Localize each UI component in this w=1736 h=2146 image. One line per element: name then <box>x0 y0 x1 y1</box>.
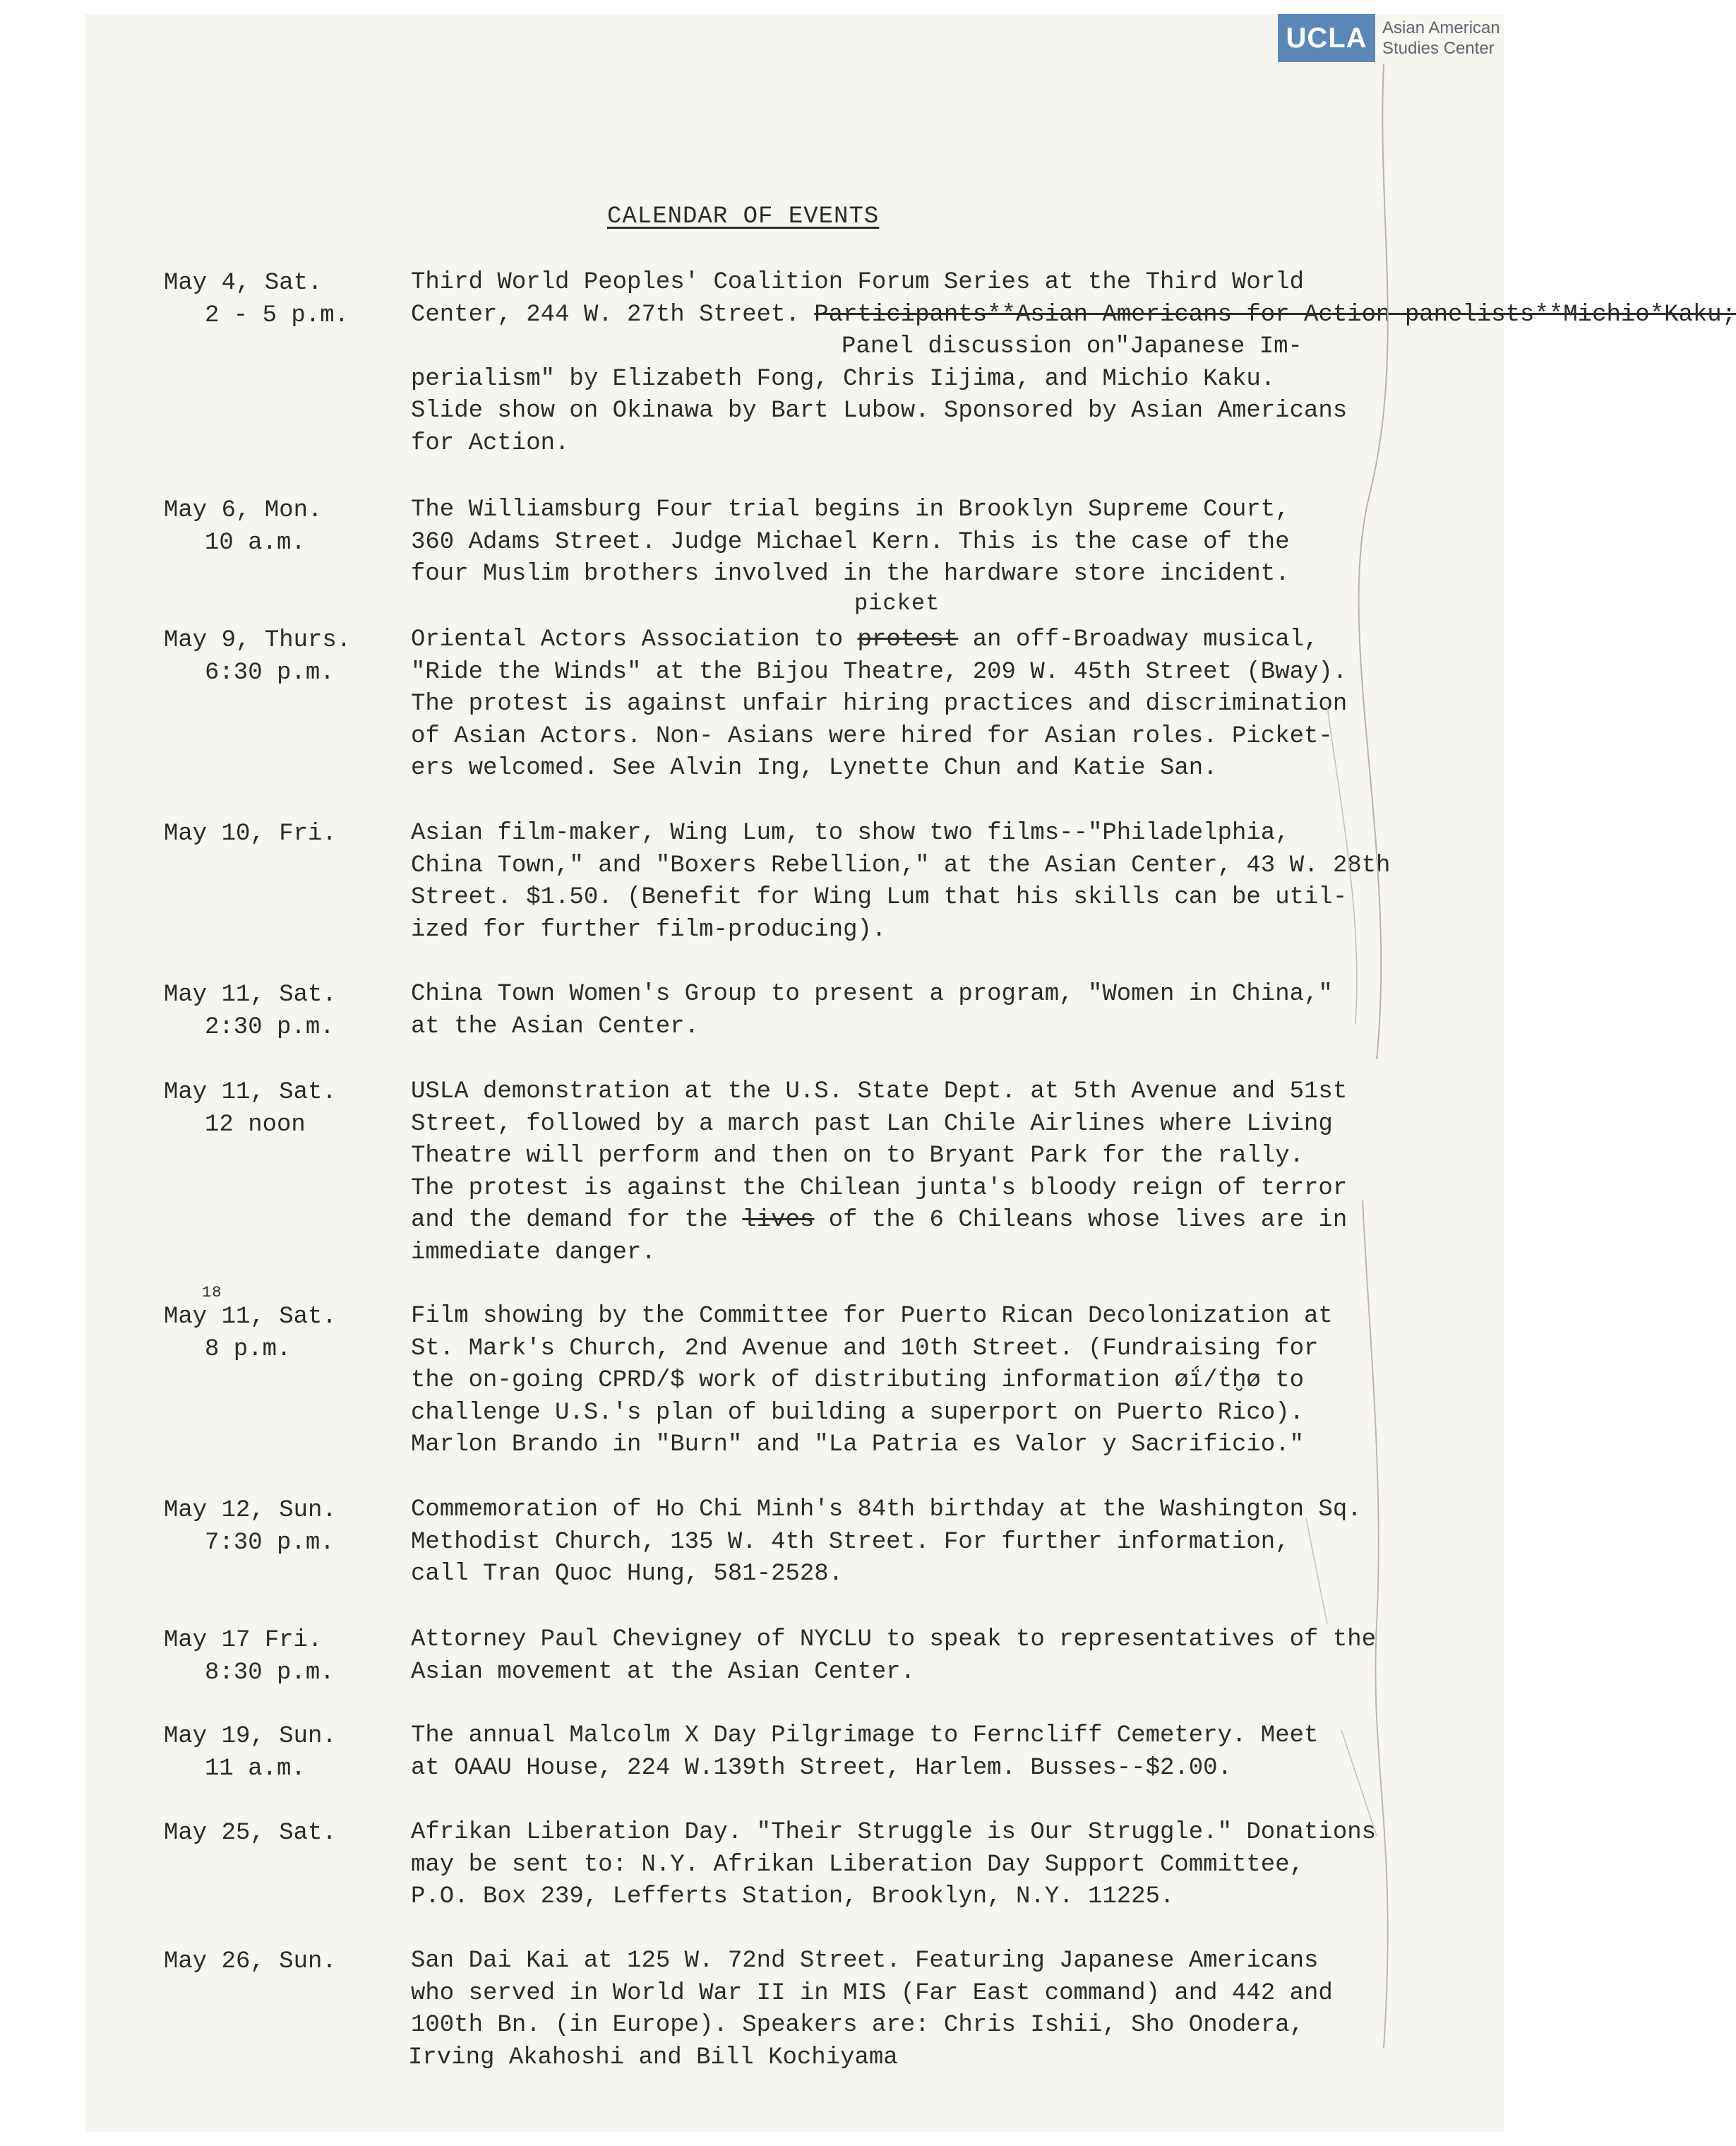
event-description <box>411 1720 1413 1784</box>
event-time: 7:30 p.m. <box>205 1530 335 1556</box>
event-date: May 4, Sat. <box>164 270 323 297</box>
description-line: Street, followed by a march past Lan Chile Airlines where Living <box>411 1110 1333 1138</box>
event-date: May 11, Sat. <box>164 1079 337 1106</box>
event-when <box>164 1076 397 1141</box>
description-segment: and the demand for the <box>411 1207 728 1234</box>
description-line: Commemoration of Ho Chi Minh's 84th birthday at the Washington Sq. <box>411 1496 1362 1523</box>
event-time: 8 p.m. <box>205 1336 292 1363</box>
event-time: 12 noon <box>205 1111 306 1138</box>
description-line: Theatre will perform and then on to Bryant Park for the rally. <box>411 1143 1305 1169</box>
event-when <box>164 267 397 332</box>
description-line: "Ride the Winds" at the Bijou Theatre, 209 W. 45th Street (Bway). <box>411 658 1348 686</box>
event-description <box>411 494 1413 591</box>
description-line: Irving Akahoshi and Bill Kochiyama <box>408 2044 898 2071</box>
event-when <box>164 979 397 1044</box>
event-when <box>164 624 397 689</box>
description-line: Street. $1.50. (Benefit for Wing Lum that his skills can be util- <box>411 884 1348 911</box>
description-line: for Action. <box>411 429 570 457</box>
event-description <box>411 624 1413 785</box>
description-segment: Oriental Actors Association to <box>411 626 844 653</box>
org-name <box>1382 18 1500 59</box>
struck-text: Participants**Asian-Americans-for Action-panelists**Michio*Kaku; <box>814 301 1736 328</box>
event-when <box>164 1624 397 1689</box>
event-when <box>164 1301 397 1366</box>
event-description <box>411 979 1413 1043</box>
event-date: May 11, Sat. <box>164 982 337 1008</box>
description-line <box>411 1205 1413 1237</box>
description-line: four Muslim brothers involved in the hardware store incident. <box>411 561 1290 588</box>
event-description <box>411 818 1413 946</box>
event-date: May 6, Mon. <box>164 497 323 524</box>
event-when <box>164 1945 397 1978</box>
event-time: 2 - 5 p.m. <box>205 302 349 329</box>
description-line: The protest is against unfair hiring practices and discrimination <box>411 691 1348 717</box>
event-date: May 11, Sat. <box>164 1304 337 1330</box>
event-date: May 17 Fri. <box>164 1627 323 1654</box>
description-line <box>411 2010 1413 2042</box>
description-line: challenge U.S.'s plan of building a superport on Puerto Rico). <box>411 1399 1305 1426</box>
description-line: perialism" by Elizabeth Fong, Chris Iijima, and Michio Kaku. <box>411 365 1276 393</box>
description-line: Panel discussion on"Japanese Im- <box>842 333 1303 360</box>
ucla-logo: UCLA <box>1278 14 1375 62</box>
description-line: at the Asian Center. <box>411 1013 700 1040</box>
description-line: The annual Malcolm X Day Pilgrimage to Ferncliff Cemetery. Meet <box>411 1722 1319 1749</box>
event-time: 2:30 p.m. <box>205 1014 335 1041</box>
event-description <box>411 267 1736 460</box>
struck-text: protest <box>857 626 959 653</box>
org-name-line-2: Studies Center <box>1382 39 1495 58</box>
description-line: may be sent to: N.Y. Afrikan Liberation Day Support Committee, <box>411 1851 1305 1878</box>
event-when <box>164 818 397 850</box>
description-line: Asian film-maker, Wing Lum, to show two films--"Philadelphia, <box>411 820 1290 847</box>
description-line: Afrikan Liberation Day. "Their Struggle is Our Struggle." Donations <box>411 1819 1377 1846</box>
event-description <box>411 1494 1413 1591</box>
description-line: of Asian Actors. Non- Asians were hired for Asian roles. Picket- <box>411 722 1333 750</box>
description-line: P.O. Box 239, Lefferts Station, Brooklyn, N.Y. 11225. <box>411 1883 1175 1910</box>
event-time: 6:30 p.m. <box>205 660 335 686</box>
description-line: San Dai Kai at 125 W. 72nd Street. Featuring Japanese Americans <box>411 1948 1319 1974</box>
page-title: CALENDAR OF EVENTS <box>607 203 880 230</box>
description-segment: 100th Bn. (in Europe). <box>411 2012 728 2039</box>
ucla-badge <box>1278 13 1500 64</box>
event-when <box>164 1494 397 1559</box>
event-date: May 26, Sun. <box>164 1948 337 1975</box>
description-line: immediate danger. <box>411 1239 656 1266</box>
description-line: Attorney Paul Chevigney of NYCLU to speak to representatives of the <box>411 1626 1377 1653</box>
description-line <box>411 624 1413 657</box>
description-line: Third World Peoples' Coalition Forum Series at the Third World <box>411 269 1305 296</box>
description-segment: Center, 244 W. 27th Street. <box>411 301 800 328</box>
description-segment: Speakers are: Chris Ishii, Sho Onodera, <box>742 2012 1305 2039</box>
description-line: at OAAU House, 224 W.139th Street, Harlem. Busses--$2.00. <box>411 1754 1232 1782</box>
description-line: China Town," and "Boxers Rebellion," at the Asian Center, 43 W. 28th <box>411 852 1391 879</box>
description-line: USLA demonstration at the U.S. State Dept. at 5th Avenue and 51st <box>411 1078 1348 1105</box>
description-line: ers welcomed. See Alvin Ing, Lynette Chun and Katie San. <box>411 755 1218 782</box>
event-description <box>411 1624 1413 1688</box>
description-line: Slide show on Okinawa by Bart Lubow. Sponsored by Asian Americans <box>411 398 1348 424</box>
description-line: Film showing by the Committee for Puerto Rican Decolonization at <box>411 1303 1333 1330</box>
event-time: 10 a.m. <box>205 530 306 556</box>
description-line: The Williamsburg Four trial begins in Brooklyn Supreme Court, <box>411 496 1290 523</box>
event-date: May 9, Thurs. <box>164 627 352 654</box>
handwritten-date-note: 18 <box>202 1284 222 1301</box>
description-segment: of the 6 Chileans whose lives are in <box>828 1207 1348 1234</box>
description-line: Marlon Brando in "Burn" and "La Patria es Valor y Sacrificio." <box>411 1431 1305 1458</box>
event-description <box>411 1076 1413 1269</box>
event-when <box>164 1817 397 1849</box>
description-segment: an off-Broadway musical, <box>972 626 1319 653</box>
event-date: May 25, Sat. <box>164 1820 337 1847</box>
description-line <box>411 299 1736 332</box>
description-line: China Town Women's Group to present a program, "Women in China," <box>411 981 1333 1008</box>
event-when <box>164 494 397 559</box>
struck-text: lives <box>742 1207 815 1234</box>
event-date: May 10, Fri. <box>164 821 337 847</box>
event-date: May 12, Sun. <box>164 1497 337 1524</box>
event-time: 8:30 p.m. <box>205 1659 335 1686</box>
event-description <box>411 1301 1413 1462</box>
description-line: Methodist Church, 135 W. 4th Street. For further information, <box>411 1528 1290 1556</box>
event-when <box>164 1720 397 1785</box>
org-name-line-1: Asian American <box>1382 18 1500 37</box>
description-line: St. Mark's Church, 2nd Avenue and 10th Street. (Fundraising for <box>411 1335 1319 1362</box>
event-description <box>408 1945 1413 2074</box>
description-line: ized for further film-producing). <box>411 916 887 943</box>
description-line: 360 Adams Street. Judge Michael Kern. This is the case of the <box>411 528 1290 556</box>
event-time: 11 a.m. <box>205 1755 306 1782</box>
description-line: The protest is against the Chilean junta's bloody reign of terror <box>411 1174 1348 1202</box>
description-line: call Tran Quoc Hung, 581-2528. <box>411 1561 844 1587</box>
handwritten-insert: picket <box>854 590 940 616</box>
event-description <box>411 1817 1413 1914</box>
description-line: the on-going CPRD/$ work of distributing information øḯ/ṫḫø to <box>411 1367 1305 1394</box>
event-date: May 19, Sun. <box>164 1723 337 1750</box>
description-line: who served in World War II in MIS (Far East command) and 442 and <box>411 1979 1333 2007</box>
description-line: Asian movement at the Asian Center. <box>411 1658 916 1686</box>
